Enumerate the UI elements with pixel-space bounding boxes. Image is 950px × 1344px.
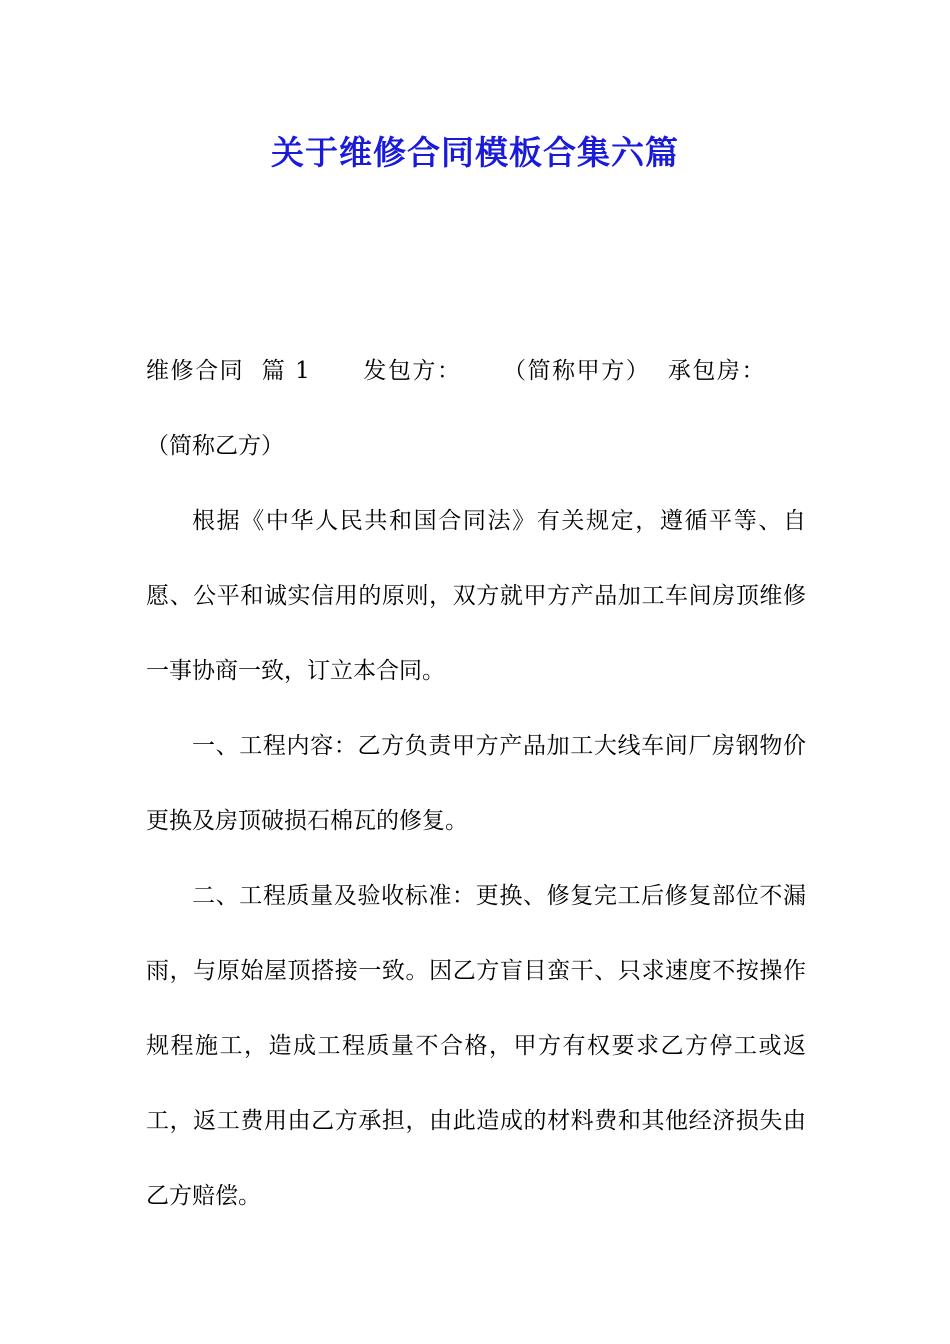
header-line: [146, 334, 806, 484]
document-body: [146, 334, 806, 1234]
paragraph-intro: 根据《中华人民共和国合同法》有关规定，遵循平等、自愿、公平和诚实信用的原则，双方就甲方产品加工车间房顶维修一事协商一致，订立本合同。: [146, 508, 806, 684]
party-b-abbr: （简称乙方）: [146, 433, 284, 459]
party-a-label: 发包方：: [361, 358, 462, 384]
part-label: 篇 1: [260, 358, 310, 384]
section-label: 维修合同: [146, 358, 245, 384]
document-title: 关于维修合同模板合集六篇: [271, 133, 679, 172]
paragraph-quality-standard: 二、工程质量及验收标准：更换、修复完工后修复部位不漏雨，与原始屋顶搭接一致。因乙方盲目蛮干、只求速度不按操作规程施工，造成工程质量不合格，甲方有权要求乙方停工或返工，返工费用由乙方承担，由此造成的材料费和其他经济损失由乙方赔偿。: [146, 883, 806, 1209]
party-b-label: 承包房：: [666, 358, 767, 384]
paragraph-work-content: 一、工程内容：乙方负责甲方产品加工大线车间厂房钢物价更换及房顶破损石棉瓦的修复。: [146, 733, 806, 834]
party-a-abbr: （简称甲方）: [501, 358, 651, 384]
